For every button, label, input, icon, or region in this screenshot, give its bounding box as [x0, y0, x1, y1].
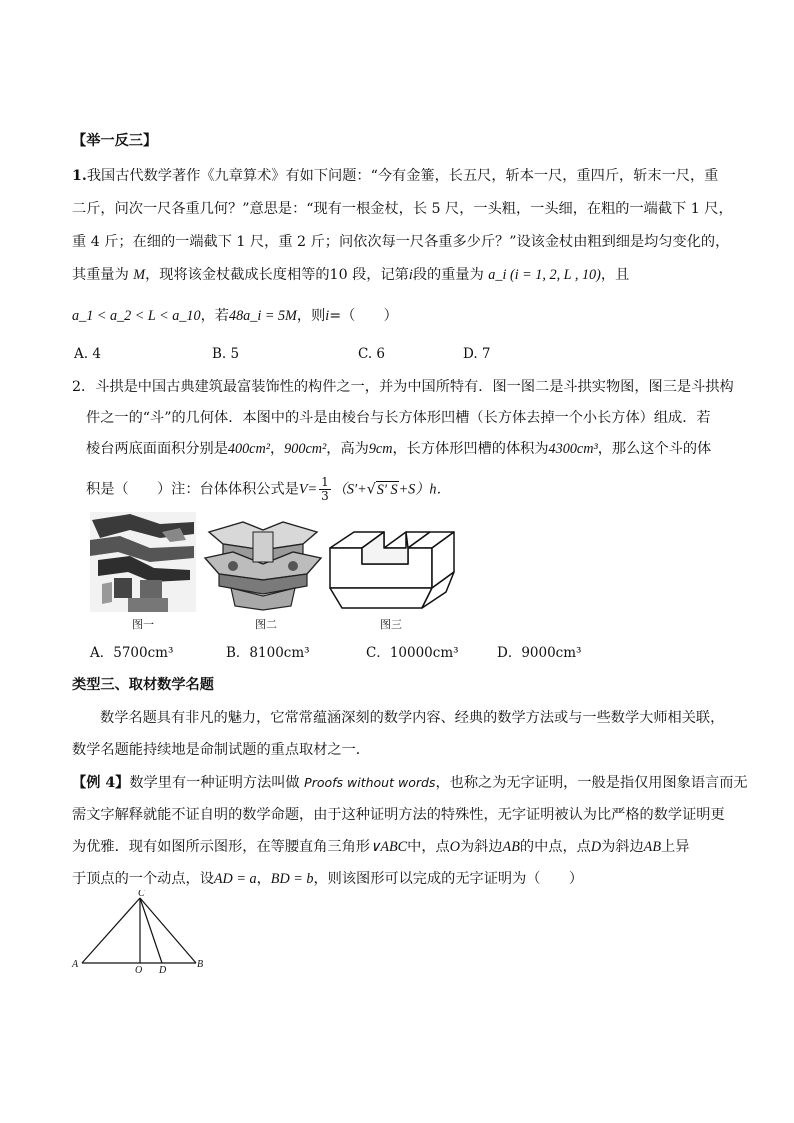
q1-formula-eq: 48a_i = 5M: [228, 308, 297, 324]
q2-formula-sqrt: S′ S: [376, 481, 398, 498]
q1-line-5: [72, 306, 398, 326]
q1-text-4c: 段的重量为: [412, 267, 484, 283]
q1-line-1: [72, 166, 718, 186]
ex4-var-o: O: [449, 839, 460, 855]
ex4-text-3f: 上异: [661, 839, 690, 855]
type3-para-line-1: 数学名题具有非凡的魅力，它常常蕴涵深刻的数学内容、经典的数学方法或与一些数学大师相关联，: [100, 710, 725, 726]
ex4-text-3e: 为斜边: [601, 839, 644, 855]
dougong-photo-1: [90, 512, 196, 612]
ex4-line-1: [72, 773, 748, 793]
ex4-line-2: 需文字解释就能不证自明的数学命题，由于这种证明方法的特殊性，无字证明被认为比严格的数学证明更: [72, 807, 725, 823]
ex4-eq-ad: AD = a: [213, 871, 257, 887]
q2-text-4a: 积是（ ）注：台体体积公式是: [86, 481, 299, 498]
point-label-o: O: [135, 965, 143, 974]
ex4-text-1a: 数学里有一种证明方法叫做: [129, 775, 300, 791]
q1-option-a[interactable]: A. 4: [74, 346, 101, 362]
q2-area-1: 400cm²: [227, 441, 270, 457]
q1-var-M: M: [133, 267, 146, 283]
ex4-text-4a: 于顶点的一个动点，设: [72, 871, 214, 887]
ex4-text-3c: 为斜边: [459, 839, 503, 855]
q1-text-4b: ，现将该金杖截成长度相等的10 段，记第: [145, 267, 409, 283]
q1-line-4: [72, 265, 629, 285]
q2-formula-b: +S）h．: [398, 481, 451, 498]
vertex-label-a: A: [72, 959, 79, 970]
q1-option-c[interactable]: C. 6: [358, 346, 386, 362]
vertex-label-b: B: [197, 959, 204, 970]
ex4-var-d: D: [590, 839, 602, 855]
q2-frac-num: 1: [321, 475, 329, 489]
q2-option-c[interactable]: C．10000cm³: [366, 645, 459, 661]
ex4-text-3a: 为优雅．现有如图所示图形，在等腰直角三角形: [72, 839, 370, 855]
ex4-text-4b: ，: [256, 871, 271, 887]
q2-text-1: 斗拱是中国古典建筑最富装饰性的构件之一，并为中国所特有．图一图二是斗拱实物图，图三是斗拱构: [95, 379, 734, 395]
point-label-d: D: [159, 965, 167, 974]
type3-heading: 类型三、取材数学名题: [72, 677, 214, 693]
q1-text-5b: ，则: [296, 308, 326, 324]
dougong-photo-2: [203, 518, 323, 612]
ex4-label: 【例 4】: [72, 775, 130, 791]
q2-fraction: [319, 476, 331, 503]
ex4-triangle: ∨ABC: [369, 839, 408, 855]
ex4-line-3: [72, 837, 689, 857]
section-heading: 【举一反三】: [72, 133, 158, 149]
ex4-english-term: Proofs without words: [304, 775, 436, 790]
q2-volume: 4300cm³: [548, 441, 598, 457]
q2-frac-den: 3: [321, 489, 329, 503]
q2-option-d[interactable]: D．9000cm³: [497, 645, 582, 661]
ex4-eq-bd: BD = b: [270, 871, 314, 887]
caption-fig-1: 图一: [132, 618, 154, 631]
q2-formula-a: （S′+: [332, 481, 367, 498]
q1-var-i2: i: [325, 308, 330, 324]
ex4-text-4c: ，则该图形可以完成的无字证明为（ ）: [313, 871, 584, 887]
q1-var-i: i: [408, 267, 413, 283]
q2-area-2: 900cm²: [284, 441, 327, 457]
ex4-text-3b: 中，点: [407, 839, 450, 855]
q2-text-3a: 棱台两底面面积分别是: [86, 441, 228, 457]
q2-height: 9cm: [368, 441, 393, 457]
ex4-var-ab: AB: [502, 839, 520, 855]
ex4-text-3d: 的中点，点: [519, 839, 591, 855]
q1-option-d[interactable]: D. 7: [463, 346, 491, 362]
caption-fig-2: 图二: [255, 618, 277, 631]
q1-text-1: 我国古代数学著作《九章算术》有如下问题：“今有金箠，长五尺，斩本一尺，重四斤，斩末一尺，重: [86, 168, 719, 184]
q2-option-b[interactable]: B．8100cm³: [226, 645, 310, 661]
q1-formula-order: a_1 < a_2 < L < a_10: [72, 308, 201, 324]
q2-option-a[interactable]: A．5700cm³: [90, 645, 174, 661]
vertex-label-c: C: [138, 890, 145, 899]
q1-formula-ai: a_i (i = 1, 2, L , 10): [488, 267, 601, 283]
q1-line-3: 重 4 斤；在细的一端截下 1 尺，重 2 斤；问依次每一尺各重多少斤？”设该金杖由粗到细是均匀变化的，: [72, 234, 730, 250]
q2-line-4: 积是（ ）注：台体体积公式是V= $\frac{1}{3}$ （S′+√S′ S+S）h．: [86, 475, 451, 503]
q2-text-3c: ，长方体形凹槽的体积为: [392, 441, 549, 457]
ex4-var-ab-2: AB: [643, 839, 662, 855]
q2-text-3d: ，那么这个斗的体: [597, 441, 712, 457]
q2-line-1: [72, 377, 734, 397]
caption-fig-3: 图三: [380, 618, 402, 631]
ex4-line-4: [72, 869, 583, 889]
q2-line-2: 件之一的“斗”的几何体．本图中的斗是由棱台与长方体形凹槽（长方体去掉一个小长方体）组成．若: [86, 410, 711, 426]
q1-option-b[interactable]: B. 5: [212, 346, 240, 362]
q1-text-5a: ，若: [200, 308, 229, 324]
q1-text-4a: 其重量为: [72, 267, 129, 283]
triangle-diagram: [66, 890, 216, 974]
q1-text-5c: =（ ）: [329, 308, 398, 324]
q1-line-2: 二斤，问次一尺各重几何？”意思是：“现有一根金杖，长 5 尺，一头粗，一头细，在粗的一端截下 1 尺，: [72, 201, 733, 217]
type3-para-line-2: 数学名题能持续地是命制试题的重点取材之一．: [72, 742, 370, 758]
q2-number: 2．: [72, 379, 96, 395]
q2-text-3b: ，高为: [326, 441, 369, 457]
q2-line-3: 棱台两底面面积分别是400cm²，900cm²，高为9cm，长方体形凹槽的体积为4300cm³，那么这个斗的体: [86, 441, 712, 457]
ex4-text-1b: ，也称之为无字证明，一般是指仅用图象语言而无: [435, 775, 748, 791]
q1-text-4d: ，且: [600, 267, 630, 283]
q2-formula-v: V=: [298, 481, 318, 498]
dou-geometry-diagram: [326, 526, 458, 612]
q1-number: 1.: [72, 168, 87, 184]
